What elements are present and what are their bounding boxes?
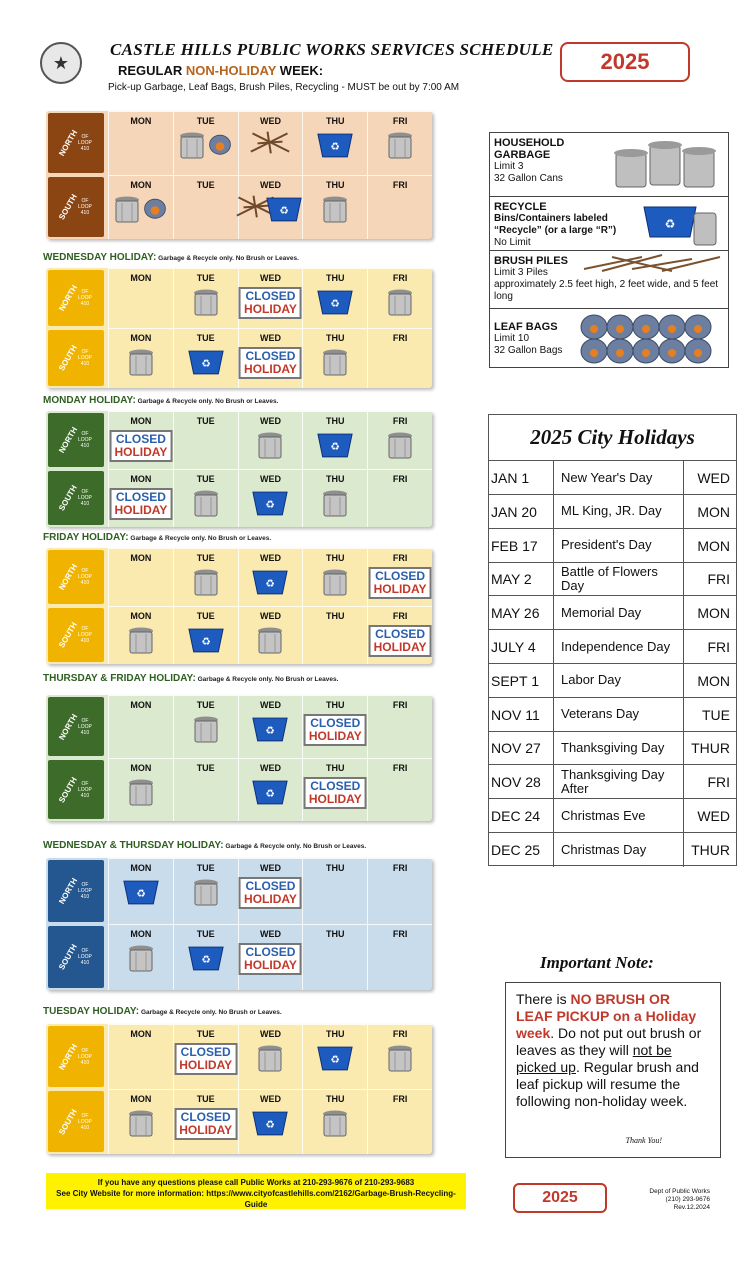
day-cell [238,1089,303,1154]
south-label: SOUTH OF LOOP 410 [48,471,104,525]
garbage-can-icon [126,1108,156,1143]
day-label: FRI [392,333,408,343]
day-label: THU [326,929,345,939]
garbage-can-icon [126,943,156,978]
holiday-caption: TUESDAY HOLIDAY: Garbage & Recycle only. No Brush or Leaves. [43,1006,282,1017]
day-label: TUE [196,416,215,426]
schedule-table [46,695,432,821]
holiday-row: SEPT 1 Labor Day MON [489,664,736,698]
day-cell [238,411,303,469]
day-cell [238,924,303,990]
department-info: Dept of Public Works (210) 293-9676 Rev.12.2024 [649,1188,710,1211]
day-cell [108,695,173,758]
closed-holiday-sign: CLOSED HOLIDAY [369,567,432,599]
brush-pile-icon [249,130,291,160]
north-label: NORTH OF LOOP 410 [48,1026,104,1087]
day-cell [302,328,367,388]
day-label: TUE [196,611,215,621]
svg-text:♻: ♻ [265,579,276,591]
day-cell [173,328,238,388]
day-cell [302,111,367,175]
day-cell [173,758,238,821]
recycle-bin-icon [640,201,720,247]
garbage-can-icon [126,347,156,382]
garbage-can-icon [255,430,285,465]
holiday-row: MAY 2 Battle of Flowers Day FRI [489,562,736,596]
recycle-bin-icon [187,625,225,659]
day-cell [108,411,173,469]
day-cell [367,606,432,664]
recycle-bin-icon [251,1108,289,1142]
day-label: FRI [392,1029,408,1039]
day-label: TUE [196,273,215,283]
holiday-caption: WEDNESDAY HOLIDAY: Garbage & Recycle only. No Brush or Leaves. [43,252,299,263]
city-seal-icon: ★ [40,42,82,84]
day-cell [302,606,367,664]
garbage-can-icon [191,567,221,602]
day-cell [238,1024,303,1089]
svg-text:♻: ♻ [330,299,340,311]
day-cell [238,328,303,388]
day-label: THU [326,863,345,873]
day-label: FRI [392,416,408,426]
holiday-row: DEC 25 Christmas Day THUR [491,841,730,858]
page-title: CASTLE HILLS PUBLIC WORKS SERVICES SCHEDULE [110,40,554,59]
day-label: WED [259,863,281,873]
north-label: NORTH OF LOOP 410 [48,113,104,173]
day-cell [238,758,303,821]
day-cell [238,469,303,527]
garbage-can-icon [191,287,221,322]
leaf-bag-icon [142,194,168,225]
note-title: Important Note: [540,953,654,972]
day-cell [238,548,303,606]
north-label: NORTH OF LOOP 410 [48,860,104,922]
recycle-bin-icon [251,777,289,811]
day-cell [302,1089,367,1154]
garbage-can-icon [320,1108,350,1143]
day-cell [238,695,303,758]
day-label: MON [130,700,152,710]
day-cell [238,606,303,664]
closed-holiday-sign: CLOSED HOLIDAY [369,625,432,657]
day-label: TUE [196,333,215,343]
day-label: WED [259,333,281,343]
day-cell [302,411,367,469]
day-label: WED [259,700,281,710]
day-label: WED [259,273,281,283]
day-cell [302,175,367,239]
day-cell [367,268,432,328]
day-label: THU [326,1029,345,1039]
recycle-bin-icon [265,194,303,228]
svg-text:♻: ♻ [265,789,276,801]
garbage-can-icon [191,488,221,523]
garbage-can-icon [385,130,415,165]
svg-text:♻: ♻ [265,1120,276,1132]
pickup-legend [489,132,729,368]
leaf-bag-icon [207,130,233,161]
day-label: THU [326,180,345,190]
day-cell [173,606,238,664]
day-cell [173,1024,238,1089]
day-label: TUE [196,929,215,939]
recycle-bin-icon [251,714,289,748]
day-label: TUE [196,116,215,126]
svg-text:♻: ♻ [201,359,211,371]
day-cell [302,758,367,821]
garbage-can-icon [126,625,156,660]
north-label: NORTH OF LOOP 410 [48,697,104,756]
day-label: FRI [392,1094,408,1104]
holiday-row: NOV 28 Thanksgiving Day After FRI [489,765,736,799]
day-cell [238,858,303,924]
day-label: WED [259,416,281,426]
garbage-can-icon [255,625,285,660]
closed-holiday-sign: CLOSED HOLIDAY [109,488,172,520]
holidays-title: 2025 City Holidays [489,415,736,461]
holiday-caption: THURSDAY & FRIDAY HOLIDAY: Garbage & Recycle only. No Brush or Leaves. [43,673,339,684]
day-cell [173,411,238,469]
day-cell [173,268,238,328]
garbage-can-icon [385,430,415,465]
day-label: MON [130,1094,152,1104]
day-cell [173,175,238,239]
south-label: SOUTH OF LOOP 410 [48,608,104,662]
garbage-can-icon [126,777,156,812]
day-cell [367,411,432,469]
holidays-table [488,414,737,866]
closed-holiday-sign: CLOSED HOLIDAY [304,777,367,809]
recycle-bin-icon [251,567,289,601]
day-label: THU [326,474,345,484]
day-label: MON [130,863,152,873]
day-label: FRI [392,700,408,710]
year-badge: 2025 [560,42,690,82]
day-cell [238,268,303,328]
day-cell [173,548,238,606]
day-cell [173,469,238,527]
day-cell [108,1089,173,1154]
garbage-cans-icon [610,139,720,191]
day-label: MON [130,1029,152,1039]
day-cell [173,1089,238,1154]
recycle-bin-icon [316,430,354,464]
day-cell [367,1089,432,1154]
schedule-table [46,1024,432,1154]
recycle-bin-icon [316,287,354,321]
day-cell [367,758,432,821]
day-cell [302,268,367,328]
day-cell [108,758,173,821]
day-label: FRI [392,116,408,126]
day-label: THU [326,611,345,621]
holiday-row: NOV 11 Veterans Day TUE [489,698,736,732]
recycle-bin-icon [316,1043,354,1077]
day-cell [108,328,173,388]
holiday-row: DEC 24 Christmas Eve WED [489,799,736,833]
garbage-can-icon [177,130,207,165]
closed-holiday-sign: CLOSED HOLIDAY [239,287,302,319]
svg-text:♻: ♻ [265,500,276,512]
day-cell [302,548,367,606]
day-label: THU [326,1094,345,1104]
day-label: MON [130,929,152,939]
day-label: FRI [392,553,408,563]
day-label: FRI [392,863,408,873]
south-label: SOUTH OF LOOP 410 [48,1091,104,1152]
closed-holiday-sign: CLOSED HOLIDAY [304,714,367,746]
holiday-caption: WEDNESDAY & THURSDAY HOLIDAY: Garbage & Recycle only. No Brush or Leaves. [43,840,367,851]
garbage-can-icon [112,194,142,229]
day-cell [367,695,432,758]
day-label: TUE [196,863,215,873]
day-label: MON [130,333,152,343]
svg-text:♻: ♻ [664,217,676,231]
day-label: MON [130,763,152,773]
svg-text:♻: ♻ [201,637,211,649]
day-label: THU [326,273,345,283]
holiday-row: JAN 20 ML King, JR. Day MON [489,495,736,529]
day-label: TUE [196,1094,215,1104]
svg-text:♻: ♻ [136,889,146,901]
day-cell [173,695,238,758]
day-cell [367,111,432,175]
holiday-row: NOV 27 Thanksgiving Day THUR [489,731,736,765]
holiday-row: JULY 4 Independence Day FRI [489,630,736,664]
closed-holiday-sign: CLOSED HOLIDAY [239,347,302,379]
legend-recycle: RECYCLE Bins/Containers labeled “Recycle” (or a large “R”) No Limit ♻ [490,197,728,251]
day-cell [173,111,238,175]
day-label: WED [259,1094,281,1104]
day-label: MON [130,273,152,283]
schedule-table [46,111,432,239]
garbage-can-icon [191,877,221,912]
day-cell [173,858,238,924]
schedule-table [46,411,432,527]
day-cell [108,268,173,328]
day-label: TUE [196,1029,215,1039]
day-cell [367,858,432,924]
pickup-instructions: Pick-up Garbage, Leaf Bags, Brush Piles, Recycling - MUST be out by 7:00 AM [108,82,460,93]
south-label: SOUTH OF LOOP 410 [48,926,104,988]
day-cell [367,469,432,527]
day-label: FRI [392,474,408,484]
day-cell [367,548,432,606]
day-label: WED [259,1029,281,1039]
recycle-bin-icon [251,488,289,522]
day-cell [238,111,303,175]
garbage-can-icon [320,567,350,602]
day-cell [302,469,367,527]
garbage-can-icon [191,714,221,749]
schedule-table [46,858,432,990]
south-label: SOUTH OF LOOP 410 [48,760,104,819]
day-cell [108,548,173,606]
closed-holiday-sign: CLOSED HOLIDAY [174,1043,237,1075]
day-cell [108,924,173,990]
day-cell [108,469,173,527]
day-label: TUE [196,700,215,710]
day-label: WED [259,474,281,484]
contact-banner: If you have any questions please call Public Works at 210-293-9676 of 210-293-9683 See City Website for more information: https://www.cityofcastlehills.com/2162/Garbage-Brush-Recycling-Guide [46,1173,466,1209]
svg-text:♻: ♻ [265,726,276,738]
day-cell [108,111,173,175]
garbage-can-icon [320,488,350,523]
north-label: NORTH OF LOOP 410 [48,270,104,326]
day-cell [238,175,303,239]
closed-holiday-sign: CLOSED HOLIDAY [174,1108,237,1140]
svg-text:♻: ♻ [330,442,340,454]
day-label: TUE [196,474,215,484]
important-note: There is NO BRUSH OR LEAF PICKUP on a Holiday week. Do not put out brush or leaves as they will not be picked up. Regular brush and leaf pickup will resume the following non-holiday week. Thank You! [505,982,721,1158]
svg-text:♻: ♻ [330,1055,340,1067]
day-cell [367,328,432,388]
day-label: WED [259,553,281,563]
brush-pile-icon [582,253,722,273]
day-label: WED [259,611,281,621]
schedule-table [46,548,432,664]
thank-you: Thank You! [625,1136,662,1145]
schedule-table [46,268,432,388]
day-cell [302,695,367,758]
day-label: MON [130,553,152,563]
closed-holiday-sign: CLOSED HOLIDAY [239,943,302,975]
garbage-can-icon [255,1043,285,1078]
day-label: FRI [392,180,408,190]
closed-holiday-sign: CLOSED HOLIDAY [109,430,172,462]
day-cell [108,175,173,239]
recycle-bin-icon [316,130,354,164]
holiday-row: FEB 17 President's Day MON [489,529,736,563]
leaf-bags-icon [572,311,722,367]
svg-text:♻: ♻ [201,955,211,967]
svg-text:♻: ♻ [279,206,290,218]
day-label: THU [326,333,345,343]
south-label: SOUTH OF LOOP 410 [48,177,104,237]
holiday-caption: FRIDAY HOLIDAY: Garbage & Recycle only. No Brush or Leaves. [43,532,272,543]
day-label: WED [259,763,281,773]
day-label: FRI [392,273,408,283]
day-label: THU [326,700,345,710]
north-label: NORTH OF LOOP 410 [48,413,104,467]
day-label: THU [326,553,345,563]
website-link[interactable]: See City Website for more information: https://www.cityofcastlehills.com/2162/Garbage-Brush-Recycling-Guide [56,1189,456,1209]
holiday-row: JAN 1 New Year's Day WED [489,461,736,495]
recycle-bin-icon [187,943,225,977]
holiday-row: MAY 26 Memorial Day MON [489,596,736,630]
day-cell [367,175,432,239]
subtitle: REGULAR NON-HOLIDAY WEEK: [118,63,324,78]
closed-holiday-sign: CLOSED HOLIDAY [239,877,302,909]
day-cell [302,924,367,990]
day-cell [302,858,367,924]
day-cell [108,858,173,924]
recycle-bin-icon [122,877,160,911]
day-label: MON [130,180,152,190]
day-cell [108,606,173,664]
day-label: WED [259,116,281,126]
day-label: WED [259,180,281,190]
day-cell [367,1024,432,1089]
day-label: MON [130,611,152,621]
legend-brush: BRUSH PILES Limit 3 Piles approximately 2.5 feet high, 2 feet wide, and 5 feet long [490,251,728,309]
garbage-can-icon [320,194,350,229]
day-label: MON [130,116,152,126]
day-label: FRI [392,611,408,621]
north-label: NORTH OF LOOP 410 [48,550,104,604]
south-label: SOUTH OF LOOP 410 [48,330,104,386]
day-label: THU [326,416,345,426]
day-label: MON [130,416,152,426]
day-label: FRI [392,763,408,773]
day-label: WED [259,929,281,939]
garbage-can-icon [320,347,350,382]
day-cell [173,924,238,990]
day-label: THU [326,763,345,773]
day-label: TUE [196,763,215,773]
day-label: TUE [196,180,215,190]
day-label: MON [130,474,152,484]
day-label: TUE [196,553,215,563]
day-cell [302,1024,367,1089]
day-label: FRI [392,929,408,939]
day-cell [367,924,432,990]
day-label: THU [326,116,345,126]
holiday-caption: MONDAY HOLIDAY: Garbage & Recycle only. No Brush or Leaves. [43,395,279,406]
garbage-can-icon [385,287,415,322]
svg-text:♻: ♻ [330,142,340,154]
legend-garbage: HOUSEHOLD GARBAGE Limit 3 32 Gallon Cans [490,133,728,197]
legend-leaf: LEAF BAGS Limit 10 32 Gallon Bags [490,309,728,369]
day-cell [108,1024,173,1089]
garbage-can-icon [385,1043,415,1078]
recycle-bin-icon [187,347,225,381]
footer-year-badge: 2025 [513,1183,607,1213]
